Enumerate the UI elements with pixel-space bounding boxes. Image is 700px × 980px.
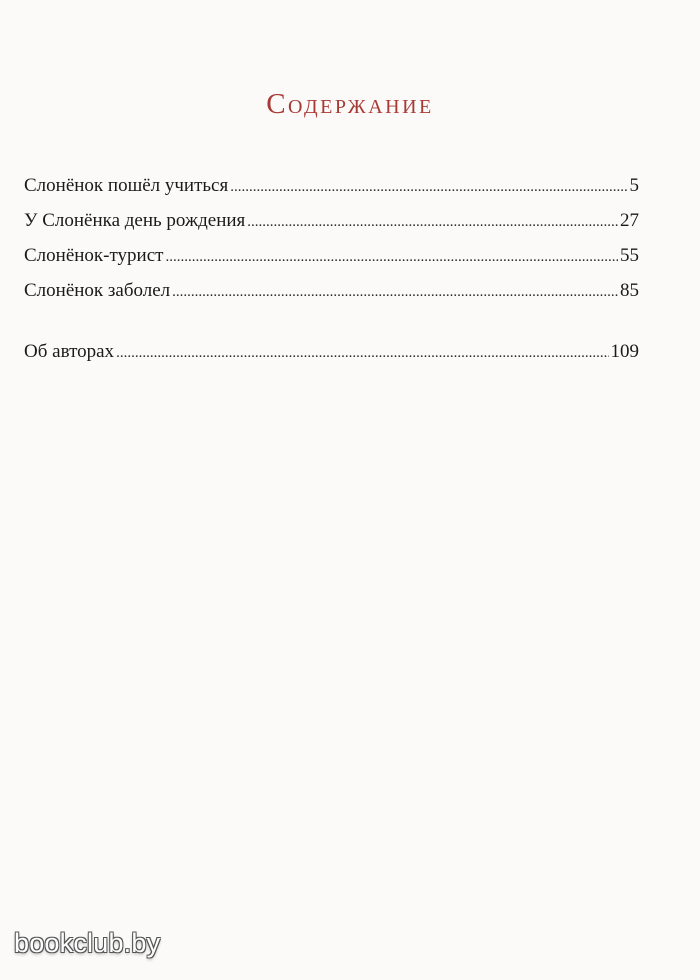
toc-entry-page: 55 (620, 245, 639, 266)
toc-entry-page: 109 (610, 341, 639, 362)
toc-entry-page: 5 (629, 175, 639, 196)
page-title: Содержание (266, 88, 434, 120)
table-of-contents (24, 168, 639, 369)
dot-leader (172, 275, 618, 310)
toc-entry (24, 203, 639, 238)
toc-entry (24, 238, 639, 273)
toc-entry-page: 85 (620, 280, 639, 301)
toc-entry-title: Слонёнок заболел (24, 280, 171, 301)
watermark: bookclub.by (14, 928, 161, 958)
dot-leader (230, 170, 627, 205)
dot-leader (247, 205, 618, 240)
toc-entry-title: Слонёнок-турист (24, 245, 164, 266)
dot-leader (116, 336, 608, 371)
toc-entry-page: 27 (620, 210, 639, 231)
dot-leader (165, 240, 618, 275)
toc-entry-title: У Слонёнка день рождения (24, 210, 246, 231)
toc-entry-title: Об авторах (24, 341, 115, 362)
toc-entry (24, 273, 639, 308)
toc-entry (24, 334, 639, 369)
toc-entry-title: Слонёнок пошёл учиться (24, 175, 229, 196)
toc-entry (24, 168, 639, 203)
